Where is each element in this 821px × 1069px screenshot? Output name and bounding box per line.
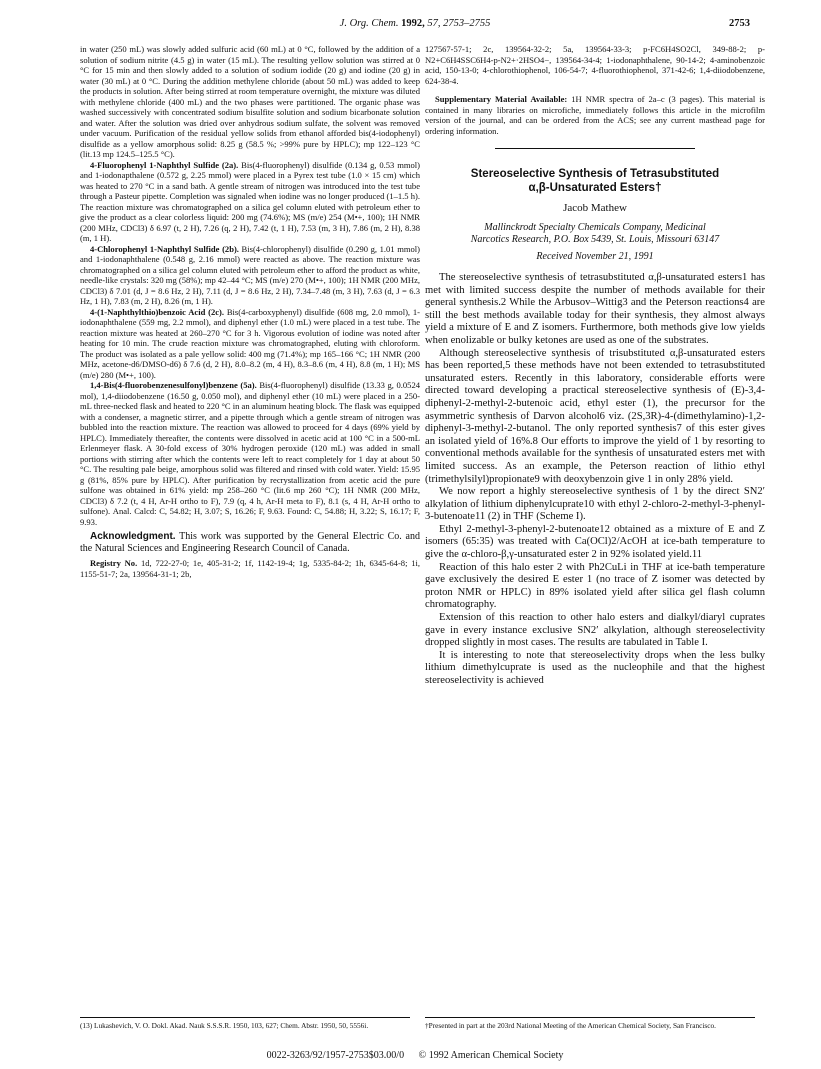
- received-date: Received November 21, 1991: [536, 250, 654, 262]
- registry-heading: Registry No.: [90, 558, 138, 568]
- paragraph-2b: [80, 244, 420, 307]
- page-footer: [80, 1050, 750, 1061]
- body-paragraph-3: We now report a highly stereoselective synthesis of 1 by the direct SN2′ alkylation of lithium diphenylcuprate10 with ethyl 2-chloro-2-methyl-3-phenyl-3-butenoate11 (2) in THF (Scheme I).: [425, 486, 765, 523]
- left-column: [80, 44, 420, 579]
- right-column: [425, 44, 765, 688]
- acknowledgment: [80, 531, 420, 555]
- journal-citation: [80, 18, 750, 29]
- body-paragraph-6: Extension of this reaction to other halo esters and dialkyl/diaryl cuprates gave in every instance exclusive SN2′ alkylation, although stereoselectivity dropped slightly in most cases. The results are tabulated in Table I.: [425, 612, 765, 649]
- author-name: Jacob Mathew: [563, 202, 627, 214]
- footnote-dagger: †Presented in part at the 203rd National Meeting of the American Chemical Society, San Francisco.: [425, 1021, 716, 1030]
- footnote-right: [425, 1017, 765, 1030]
- article-title-line-2: α,β-Unsaturated Esters†: [528, 182, 662, 194]
- copyright-notice: © 1992 American Chemical Society: [418, 1050, 564, 1061]
- body-2a: Bis(4-fluorophenyl) disulfide (0.134 g, 0.53 mmol) and 1-iodonapthalene (0.572 g, 2.25 mmol) were placed in a Pyrex test tube (1.0 × 15 cm) which was heated to 270 °C in a sand bath. A gentle stream of nitrogen was introduced into the test tube through a Pasteur pipette. Completion was signaled when iodine was no longer produced (1–1.5 h). The reaction mixture was chromatographed on a silica gel column eluted with petroleum ether to give the product as a clear colorless liquid: 200 mg (74.6%); MS (m/e) 254 (M•+, 100); 1H NMR (200 MHz, CDCl3) δ 6.97 (t, 2 H), 7.26 (q, 2 H), 7.42 (t, 1 H), 7.53 (m, 3 H), 7.86 (m, 2 H), 8.38 (m, 1 H).: [80, 159, 420, 243]
- body-paragraph-7: It is interesting to note that stereoselectivity drops when the less bulky lithium dimethylcuprate is used as the nucleophile and that the highest stereoselectivity is achieved: [425, 649, 765, 686]
- paragraph-2c: [80, 307, 420, 381]
- page-header: [80, 18, 750, 34]
- page-number: 2753: [729, 18, 750, 29]
- footnote-rule-right: [425, 1017, 755, 1018]
- footnote-left: [80, 1017, 420, 1030]
- body-2c: Bis(4-carboxyphenyl) disulfide (608 mg, 2.0 mmol), 1-iodonaphthalene (559 mg, 2.2 mmol), and diphenyl ether (1.0 mL) were placed in a test tube. The reaction mixture was heated at 260–270 °C for 3 h. Vigorous evolution of iodine was noted after heating for 10 min. The crude reaction mixture was chromatographed, eluting with chloroform. The product was isolated as a pale yellow solid: 400 mg (71.4%); mp 165–166 °C; 1H NMR (200 MHz, acetone-d6/DMSO-d6) δ 7.6 (d, 2 H), 8.0–8.2 (m, 4 H), 8.3–8.6 (m, 4 H), 8.8 (m, 1 H); MS (m/e) 280 (M•+, 100).: [80, 306, 420, 380]
- journal-volume-pages: 57, 2753–2755: [427, 18, 491, 29]
- registry-numbers: [80, 558, 420, 579]
- heading-2c: 4-(1-Naphthylthio)benzoic Acid (2c).: [90, 306, 225, 317]
- body-5a: Bis(4-fluorophenyl) disulfide (13.33 g, 0.0524 mol), 1,4-diiodobenzene (16.50 g, 0.050 mol), and diphenyl ether (10 mL) were placed in a 250-mL three-necked flask and heated to 220 °C in an aluminum heating block. The flask was equipped with a condenser, a magnetic stirrer, and a pipette through which a gentle stream of nitrogen was bubbled into the reaction mixture. The reaction was allowed to proceed for 4 days (69% yield by HPLC). Immediately thereafter, the contents were dissolved in acetic acid at 100 °C in a 500-mL Erlenmeyer flask. A 30-fold excess of 30% hydrogen peroxide (120 mL) was added in small portions with stirring after which the contents were left to react completely for 1 day at about 50 °C. The resulting pale beige, amorphous solid was filtered and rinsed with cold water. Yield: 15.95 g (81%, 85% pure by HPLC). After purification by recrystallization from acetic acid the pure sulfone was obtained in 61% yield: mp 258–260 °C (lit.6 mp 260 °C); 1H NMR (200 MHz, CDCl3) δ 7.2 (t, 4 H, Ar-H ortho to F), 7.9 (q, 4 h, Ar-H meta to F), 8.1 (s, 4 H, Ar-H ortho to sulfone). Anal. Calcd: C, 54.82; H, 3.07; S, 16.26; F, 9.63. Found: C, 54.88; H, 3.22; S, 16.17; F, 9.93.: [80, 380, 420, 527]
- paragraph-2a: [80, 160, 420, 244]
- body-2b: Bis(4-chlorophenyl) disulfide (0.290 g, 1.01 mmol) and 1-iodonaphthalene (0.548 g, 2.16 mmol) were reacted as above. The reaction mixture was chromatographed on a silica gel column eluted with petroleum ether to afford the product as white, needle-like crystals: 320 mg (58%); mp 42–44 °C; MS (m/e) 270 (M•+, 100); 1H NMR (200 MHz, CDCl3) δ 7.01 (d, J = 8.6 Hz, 2 H), 7.11 (d, J = 8.6 Hz, 2 H), 7.34–7.48 (m, 3 H), 7.63 (d, J = 6.3 Hz, 1 H), 7.83 (m, 2 H), 8.26 (m, 1 H).: [80, 243, 420, 306]
- article-title: [425, 167, 765, 195]
- ack-heading: Acknowledgment.: [90, 531, 176, 542]
- heading-5a: 1,4-Bis(4-fluorobenzenesulfonyl)benzene (5a).: [90, 380, 257, 390]
- affiliation-line-2: Narcotics Research, P.O. Box 5439, St. Louis, Missouri 63147: [470, 233, 720, 245]
- heading-2a: 4-Fluorophenyl 1-Naphthyl Sulfide (2a).: [90, 159, 239, 170]
- supplementary-material: [425, 94, 765, 136]
- ack-body: This work was supported by the General Electric Co. and the Natural Sciences and Engineering Research Council of Canada.: [80, 531, 420, 554]
- journal-year: 1992,: [401, 18, 425, 29]
- article-title-line-1: Stereoselective Synthesis of Tetrasubstituted: [470, 168, 720, 180]
- journal-name: J. Org. Chem.: [339, 18, 399, 29]
- body-paragraph-2: Although stereoselective synthesis of trisubstituted α,β-unsaturated esters has been reported,5 these methods have not been extended to tetrasubstituted unsaturated esters. Recently in this laboratory, considerable efforts were directed toward developing a practical stereoselective synthesis of (E)-3,4-diphenyl-2-methyl-2-butenoic acid, ethyl ester (1), the precursor for the asymmetric synthesis of Darvon alcohol6 viz. (2S,3R)-4-(dimethylamino)-1,2-diphenyl-3-methyl-2-butanol. The only reported synthesis7 of this ester gives an isolated yield of 16%.8 Our efforts to improve the yield of 1 by resorting to conventional methods available for the synthesis of unsaturated esters met with limited success. As an example, the Peterson reaction of lithio ethyl (trimethylsilyl)propionate9 with deoxybenzoin give 1 in only 28% yield.: [425, 347, 765, 485]
- affiliation-line-1: Mallinckrodt Specialty Chemicals Company, Medicinal: [484, 221, 706, 233]
- body-paragraph-5: Reaction of this halo ester 2 with Ph2CuLi in THF at ice-bath temperature gave exclusively the desired E ester 1 (no trace of Z isomer was detected by proton NMR or HPLC) in 89% isolated yield after silica gel flash column chromatography.: [425, 561, 765, 611]
- body-paragraph-1: The stereoselective synthesis of tetrasubstituted α,β-unsaturated esters1 has met with limited success despite the number of methods available for their general synthesis.2 While the Arbusov–Wittig3 and the Peterson reactions4 are still the best methods available today for their synthesis, they almost always yield a mixture of E and Z isomers. Furthermore, both methods give low yields when enolizable or bulky ketones are used as one of the substrates.: [425, 272, 765, 346]
- registry-body: 1d, 722-27-0; 1e, 405-31-2; 1f, 1142-19-4; 1g, 5335-84-2; 1h, 6345-64-8; 1i, 1155-51-7; 2a, 139564-31-1; 2b,: [80, 558, 421, 579]
- footnote-13: (13) Lukashevich, V. O. Dokl. Akad. Nauk S.S.S.R. 1950, 103, 627; Chem. Abstr. 1950, 50, 5556i.: [80, 1021, 369, 1030]
- paragraph-intro: in water (250 mL) was slowly added sulfuric acid (60 mL) at 0 °C, followed by the addition of a solution of sodium nitrite (4.5 g) in water (15 mL). The resulting yellow solution was stirred at 0 °C for 15 min and then slowly added to a solution of sodium iodide (20 g) and iodine (20 g) in water (30 mL) at 0 °C. During the addition methylene chloride (about 50 mL) was added to keep the products in solution. After being stirred at room temperature overnight, the mixture was diluted with methylene chloride (400 mL) and the two phases were partitioned. The organic phase was washed successively with concentrated sodium bisulfite solution and sodium bicarbonate solution and water. After the solution was dried over anhydrous sodium sulfate, the solvent was removed under vacuum. Purification of the residual yellow solids from ethanol afforded bis(4-iodophenyl) disulfide as a yellow amorphous solid: 8.25 g (58.5 %; >99% pure by HPLC); mp 122–123 °C (lit.13 mp 124.5–125.5 °C).: [80, 44, 420, 159]
- section-divider: [495, 148, 695, 149]
- heading-2b: 4-Chlorophenyl 1-Naphthyl Sulfide (2b).: [90, 243, 239, 254]
- supplementary-heading: Supplementary Material Available:: [435, 94, 568, 104]
- footnote-rule-left: [80, 1017, 410, 1018]
- body-paragraph-4: Ethyl 2-methyl-3-phenyl-2-butenoate12 obtained as a mixture of E and Z isomers (65:35) was treated with Ca(OCl)2/AcOH at ice-bath temperature to give the α-chloro-β,γ-unsaturated ester 2 in 92% isolated yield.11: [425, 523, 765, 561]
- paragraph-5a: [80, 380, 420, 527]
- article-code: 0022-3263/92/1957-2753$03.00/0: [266, 1050, 405, 1061]
- registry-continued: 127567-57-1; 2c, 139564-32-2; 5a, 139564-33-3; p-FC6H4SO2Cl, 349-88-2; p-N2+C6H4SSC6H4-p-N2+·2HSO4−, 139564-34-4; 1-iodonaphthalene, 90-14-2; 4-aminobenzoic acid, 150-13-0; 4-chlorothiophenol, 106-54-7; 4-fluorothiophenol, 371-42-6; 1,4-diiodobenzene, 624-38-4.: [425, 44, 765, 86]
- affiliation: [425, 222, 765, 246]
- article-body: [425, 272, 765, 688]
- supplementary-body: 1H NMR spectra of 2a–c (3 pages). This material is contained in many libraries on microfiche, immediately follows this article in the microfilm version of the journal, and can be ordered from the ACS; see any current masthead page for ordering information.: [425, 94, 765, 136]
